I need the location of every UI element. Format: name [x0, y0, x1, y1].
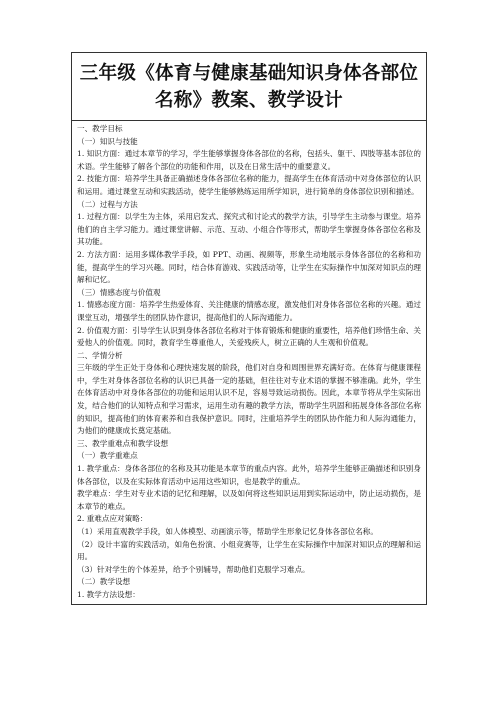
- paragraph: 1. 教学方法设想：: [77, 589, 140, 599]
- list-item: （1）采用直观教学手段，如人体模型、动画演示等，帮助学生形象记忆身体各部位名称。: [77, 527, 378, 536]
- paragraph: 2. 技能方面：培养学生具备正确描述身体各部位名称的能力，提高学生在体育活动中对身体部位的认识和运用。通过课堂互动和实践活动，使学生能够熟练运用所学知识，进行简单的身体部位识别和描述。: [77, 174, 421, 196]
- document-table: [71, 52, 427, 605]
- paragraph: 1. 过程方面：以学生为主体，采用启发式、探究式和讨论式的教学方法，引导学生主动参与课堂。培养他们的自主学习能力。通过课堂讲解、示范、互动、小组合作等形式，帮助学生掌握身体各部位名称及其功能。: [77, 212, 421, 247]
- paragraph: 1. 知识方面：通过本章节的学习，学生能够掌握身体各部位的名称，包括头、躯干、四肢等基本部位的术语。学生能够了解各个部位的功能和作用，以及在日常生活中的重要意义。: [77, 149, 421, 171]
- paragraph: 教学难点：学生对专业术语的记忆和理解，以及如何将这些知识运用到实际运动中，防止运动损伤，是本章节的难点。: [77, 489, 421, 511]
- paragraph: 2. 方法方面：运用多媒体教学手段，如 PPT、动画、视频等，形象生动地展示身体各部位的名称和功能，提高学生的学习兴趣。同时，结合体育游戏、实践活动等，让学生在实际操作中加深对知识点的理解和记忆。: [77, 249, 421, 285]
- paragraph: 1. 情感态度方面：培养学生热爱体育、关注健康的情感态度，激发他们对身体各部位名称的兴趣。通过课堂互动，增强学生的团队协作意识，提高他们的人际沟通能力。: [77, 300, 421, 322]
- list-item: （2）设计丰富的实践活动，如角色扮演、小组竞赛等，让学生在实际操作中加深对知识点的理解和运用。: [77, 539, 421, 562]
- paragraph: 1. 教学重点：身体各部位的名称及其功能是本章节的重点内容。此外，培养学生能够正确描述和识别身体各部位，以及在实际体育活动中运用这些知识，也是教学的重点。: [77, 464, 421, 486]
- list-item: （3）针对学生的个体差异，给予个别辅导，帮助他们克服学习难点。: [77, 564, 310, 574]
- subsection-heading: （三）情感态度与价值观: [77, 287, 161, 297]
- paragraph: 2. 重难点应对策略：: [77, 514, 148, 524]
- subsection-heading: （一）知识与技能: [77, 136, 138, 146]
- document-title: 三年级《体育与健康基础知识身体各部位名称》教案、教学设计: [72, 53, 426, 121]
- paragraph: 2. 价值观方面：引导学生认识到身体各部位名称对于体育锻炼和健康的重要性，培养他们珍惜生命、关爱他人的价值观。同时，教育学生尊重他人，关爱残疾人，树立正确的人生观和价值观。: [77, 325, 421, 348]
- section-heading: 三、教学重难点和教学设想: [77, 438, 169, 448]
- paragraph: 三年级的学生正处于身体和心理快速发展的阶段，他们对自身和周围世界充满好奇。在体育与健康课程中，学生对身体各部位名称的认识已具备一定的基础，但往往对专业术语的掌握不够准确。此外，学生在体育活动中对身体各部位的功能和运用认识不足，容易导致运动损伤。因此，本章节将从学生实际出发，结合他们的认知特点和学习需求，运用生动有趣的教学方法，帮助学生巩固和拓展身体各部位名称的知识，提高他们的体育素养和自我保护意识。同时，注重培养学生的团队协作能力和人际沟通能力，为他们的健康成长奠定基础。: [77, 363, 421, 436]
- section-heading: 一、教学目标: [77, 124, 123, 133]
- section-heading: 二、学情分析: [77, 350, 123, 360]
- subsection-heading: （二）过程与方法: [77, 199, 138, 209]
- subsection-heading: （一）教学重难点: [77, 451, 138, 461]
- subsection-heading: （二）教学设想: [77, 577, 131, 587]
- document-body: [72, 121, 426, 604]
